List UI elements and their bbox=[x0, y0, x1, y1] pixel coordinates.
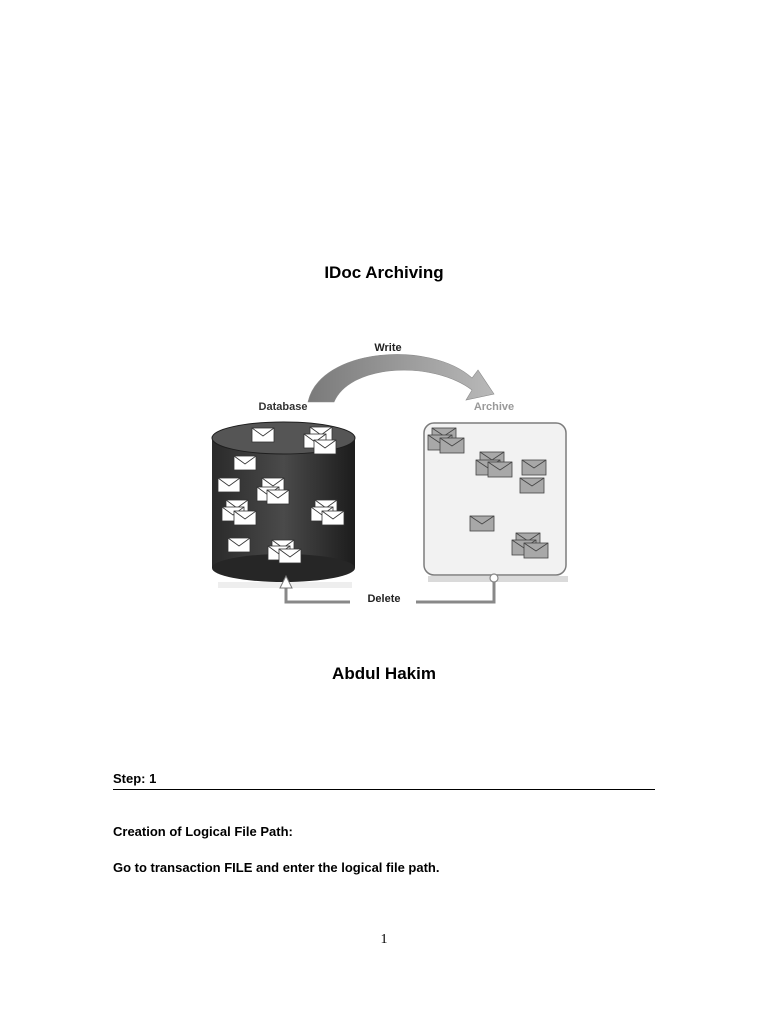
write-arrow bbox=[308, 354, 494, 402]
document-title: IDoc Archiving bbox=[324, 263, 444, 282]
section-heading: Creation of Logical File Path: bbox=[113, 824, 293, 839]
write-label: Write bbox=[374, 342, 402, 354]
archive-label: Archive bbox=[473, 401, 515, 413]
step-label: Step: 1 bbox=[113, 771, 655, 790]
database-label: Database bbox=[258, 401, 308, 413]
delete-label: Delete bbox=[367, 593, 401, 605]
page-number: 1 bbox=[380, 932, 388, 947]
idoc-archiving-diagram bbox=[200, 330, 580, 610]
instruction-text: Go to transaction FILE and enter the logical file path. bbox=[113, 860, 440, 875]
author-name: Abdul Hakim bbox=[332, 664, 436, 683]
